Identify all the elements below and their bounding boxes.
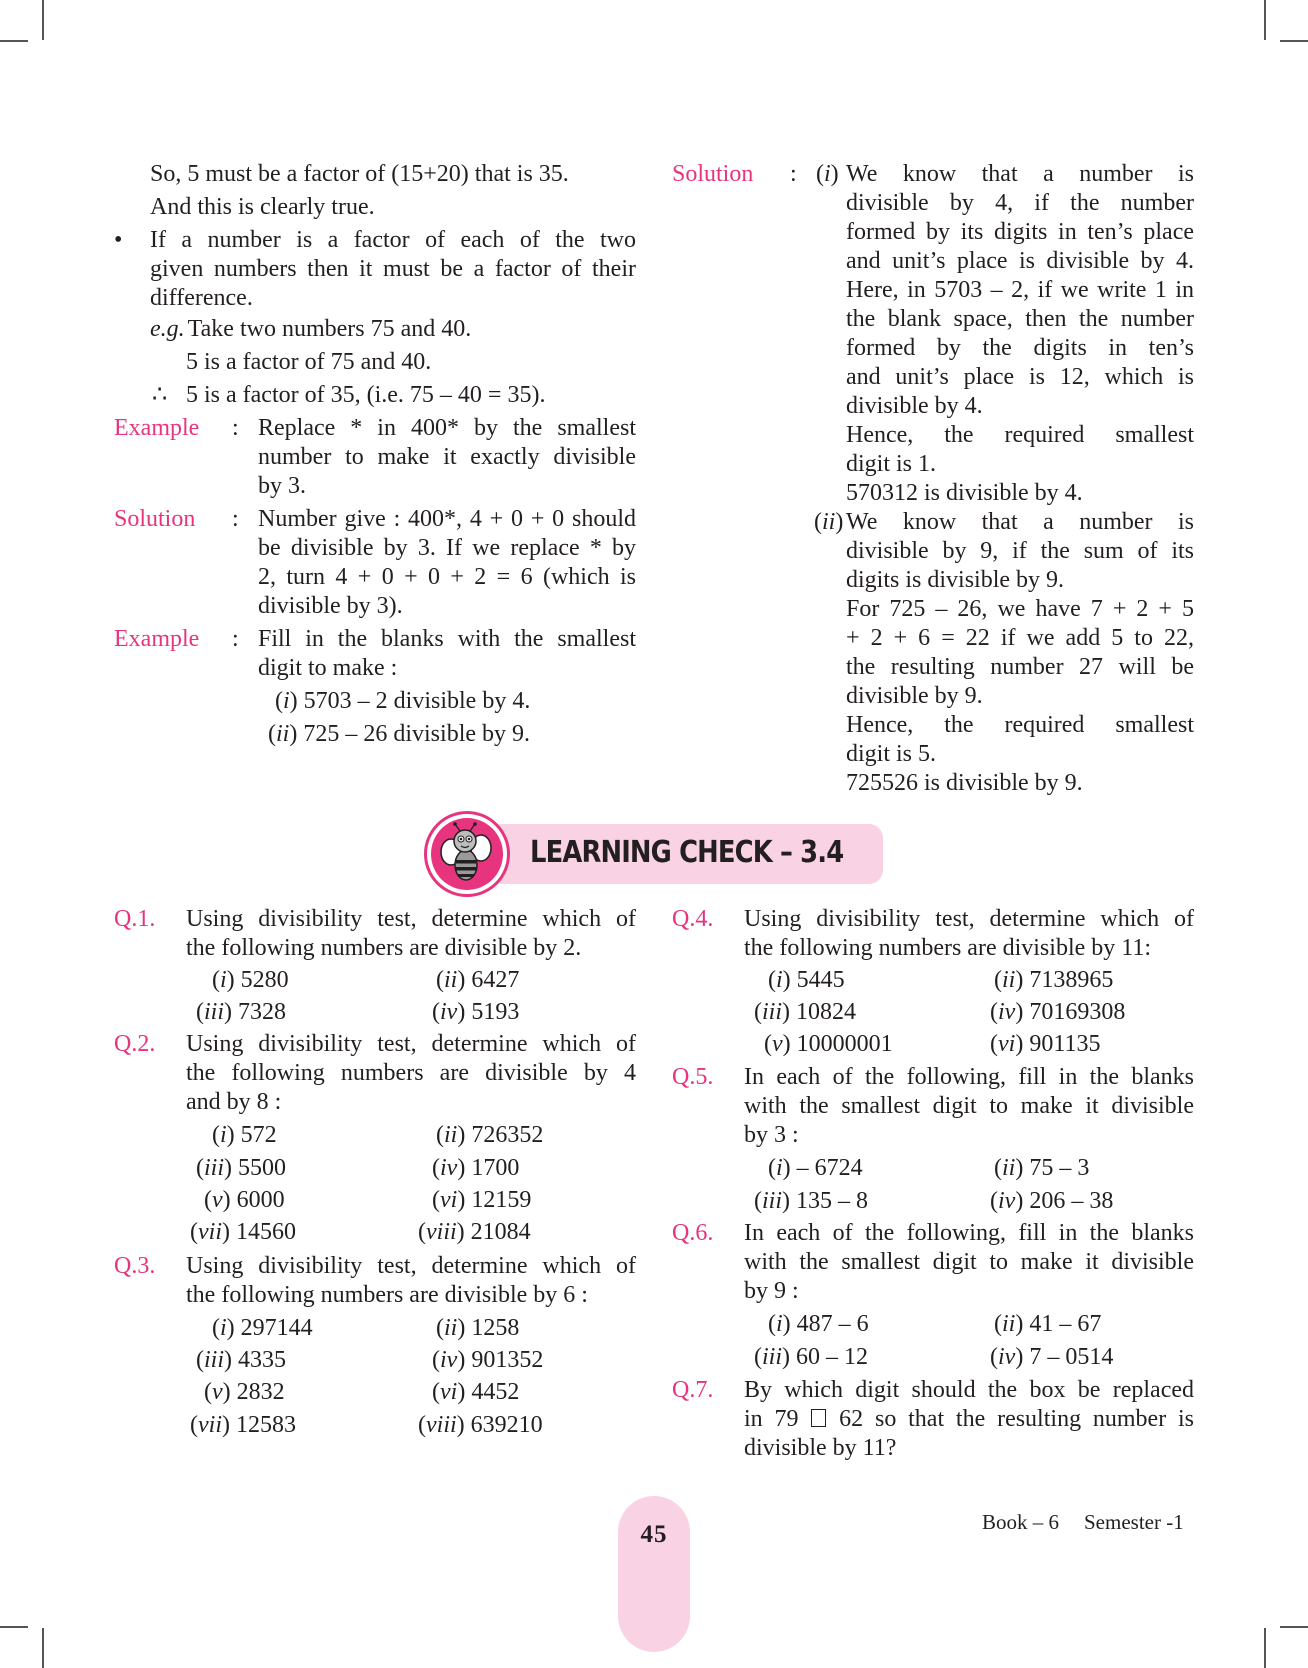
roman-numeral: ii [822, 509, 836, 535]
body-text: 5 is a factor of 75 and 40. [186, 349, 432, 375]
bullet-icon: • [114, 227, 123, 253]
example-text: Fill in the blanks with the smallest [258, 626, 636, 652]
book-label: Book – 6 [982, 1510, 1060, 1534]
solution-text: formed by its digits in ten’s place [846, 219, 1194, 245]
question-text: with the smallest digit to make it divisible [744, 1093, 1194, 1119]
question-text: the following numbers are divisible by 6 : [186, 1282, 588, 1308]
example-text: Replace * in 400* by the smallest [258, 415, 636, 441]
option: (i) 572 [212, 1122, 277, 1148]
option: (vi) 12159 [432, 1187, 532, 1213]
crop-mark [1280, 1626, 1308, 1628]
solution-text: Hence, the required smallest [846, 422, 1194, 448]
crop-mark [42, 0, 44, 40]
solution-text: and unit’s place is divisible by 4. [846, 248, 1194, 274]
option: (v) 6000 [204, 1187, 285, 1213]
question-text: the following numbers are divisible by 2. [186, 935, 582, 961]
solution-text: the blank space, then the number [846, 306, 1194, 332]
question-text: In each of the following, fill in the blanks [744, 1064, 1194, 1090]
answer-box [811, 1409, 826, 1427]
solution-text: divisible by 3). [258, 593, 403, 619]
option: (i) 297144 [212, 1315, 313, 1341]
body-text: given numbers then it must be a factor of their [150, 256, 636, 282]
colon: : [232, 506, 239, 532]
question-label: Q.1. [114, 906, 156, 932]
eg-label: e.g. [150, 316, 185, 342]
solution-text: digits is divisible by 9. [846, 567, 1065, 593]
solution-text: divisible by 4. [846, 393, 983, 419]
solution-text: 725526 is divisible by 9. [846, 770, 1083, 796]
colon: : [232, 626, 239, 652]
eg-text: Take two numbers 75 and 40. [187, 316, 472, 342]
solution-text: We know that a number is [846, 161, 1194, 187]
solution-text: Here, in 5703 – 2, if we write 1 in [846, 277, 1194, 303]
option: (ii) 6427 [436, 967, 520, 993]
solution-label: Solution [114, 506, 196, 532]
question-text: with the smallest digit to make it divisible [744, 1249, 1194, 1275]
solution-text: Hence, the required smallest [846, 712, 1194, 738]
option: (iii) 10824 [754, 999, 857, 1025]
option: (ii) 7138965 [994, 967, 1114, 993]
solution-text: + 2 + 6 = 22 if we add 5 to 22, [846, 625, 1194, 651]
solution-text: digit is 5. [846, 741, 937, 767]
option: (iv) 7 – 0514 [990, 1344, 1114, 1370]
option: (i) 5445 [768, 967, 845, 993]
crop-mark [1264, 1628, 1266, 1668]
solution-text: 570312 is divisible by 4. [846, 480, 1083, 506]
semester-label: Semester -1 [1084, 1510, 1184, 1534]
solution-text: divisible by 9, if the sum of its [846, 538, 1194, 564]
question-text: the following numbers are divisible by 11: [744, 935, 1152, 961]
example-part: (i) 5703 – 2 divisible by 4. [275, 688, 531, 714]
question-text: and by 8 : [186, 1089, 282, 1115]
option: (i) – 6724 [768, 1155, 863, 1181]
question-text: In each of the following, fill in the blanks [744, 1220, 1194, 1246]
option: (viii) 639210 [418, 1412, 543, 1438]
option: (iv) 70169308 [990, 999, 1126, 1025]
learning-check-title: LEARNING CHECK – 3.4 [530, 835, 844, 870]
option: (iv) 1700 [432, 1155, 520, 1181]
crop-mark [1280, 40, 1308, 42]
question-label: Q.4. [672, 906, 714, 932]
colon: : [790, 161, 797, 187]
solution-text: Number give : 400*, 4 + 0 + 0 should [258, 506, 636, 532]
option: (iii) 135 – 8 [754, 1188, 869, 1214]
option: (vii) 12583 [190, 1412, 296, 1438]
question-label: Q.5. [672, 1064, 714, 1090]
solution-text: 2, turn 4 + 0 + 0 + 2 = 6 (which is [258, 564, 636, 590]
question-text: Using divisibility test, determine which of [186, 906, 636, 932]
option: (ii) 75 – 3 [994, 1155, 1090, 1181]
option: (iv) 901352 [432, 1347, 544, 1373]
question-text: in 79 62 so that the resulting number is [744, 1406, 1195, 1432]
solution-text: We know that a number is [846, 509, 1194, 535]
bee-mascot-icon [437, 822, 497, 886]
option: (iii) 4335 [196, 1347, 287, 1373]
option: (ii) 41 – 67 [994, 1311, 1102, 1337]
part-text: 725 – 26 divisible by 9. [303, 721, 531, 747]
option: (i) 487 – 6 [768, 1311, 869, 1337]
solution-text: formed by the digits in ten’s [846, 335, 1194, 361]
example-part: (ii) 725 – 26 divisible by 9. [268, 721, 531, 747]
part-marker: (i) [816, 161, 839, 187]
option: (viii) 21084 [418, 1219, 531, 1245]
option: (iii) 7328 [196, 999, 287, 1025]
question-label: Q.2. [114, 1031, 156, 1057]
option: (v) 10000001 [764, 1031, 893, 1057]
crop-mark [42, 1628, 44, 1668]
body-text: If a number is a factor of each of the two [150, 227, 636, 253]
question-text: Using divisibility test, determine which of [186, 1253, 636, 1279]
question-text: Using divisibility test, determine which of [744, 906, 1194, 932]
roman-numeral: ii [276, 721, 290, 747]
solution-text: the resulting number 27 will be [846, 654, 1194, 680]
colon: : [232, 415, 239, 441]
part-marker: (ii) [814, 509, 844, 535]
body-text: And this is clearly true. [150, 194, 375, 220]
therefore-icon: ∴ [152, 382, 168, 408]
example-label: Example [114, 626, 200, 652]
option: (i) 5280 [212, 967, 289, 993]
question-label: Q.3. [114, 1253, 156, 1279]
option: (vi) 4452 [432, 1379, 520, 1405]
question-text: By which digit should the box be replaced [744, 1377, 1194, 1403]
example-note [150, 315, 471, 344]
solution-text: and unit’s place is 12, which is [846, 364, 1194, 390]
page-number-tab [618, 1496, 690, 1652]
solution-text: divisible by 4, if the number [846, 190, 1194, 216]
option: (vii) 14560 [190, 1219, 296, 1245]
body-text: So, 5 must be a factor of (15+20) that is 35. [150, 161, 569, 187]
example-text: number to make it exactly divisible [258, 444, 636, 470]
question-label: Q.6. [672, 1220, 714, 1246]
body-text: 5 is a factor of 35, (i.e. 75 – 40 = 35). [186, 382, 546, 408]
question-text: divisible by 11? [744, 1435, 897, 1461]
option: (iv) 206 – 38 [990, 1188, 1114, 1214]
question-text: Using divisibility test, determine which of [186, 1031, 636, 1057]
solution-label: Solution [672, 161, 754, 187]
option: (ii) 726352 [436, 1122, 544, 1148]
solution-text: divisible by 9. [846, 683, 983, 709]
roman-numeral: i [824, 161, 831, 187]
option: (iii) 60 – 12 [754, 1344, 869, 1370]
roman-numeral: i [283, 688, 290, 714]
crop-mark [0, 1626, 28, 1628]
question-text: by 3 : [744, 1122, 799, 1148]
solution-text: digit is 1. [846, 451, 937, 477]
example-text: by 3. [258, 473, 306, 499]
question-label: Q.7. [672, 1377, 714, 1403]
question-text: by 9 : [744, 1278, 799, 1304]
part-text: 5703 – 2 divisible by 4. [303, 688, 531, 714]
option: (v) 2832 [204, 1379, 285, 1405]
solution-text: For 725 – 26, we have 7 + 2 + 5 [846, 596, 1194, 622]
body-text: difference. [150, 285, 253, 311]
option: (iv) 5193 [432, 999, 520, 1025]
option: (ii) 1258 [436, 1315, 520, 1341]
page-number: 45 [640, 1521, 668, 1548]
option: (iii) 5500 [196, 1155, 287, 1181]
option: (vi) 901135 [990, 1031, 1101, 1057]
example-text: digit to make : [258, 655, 398, 681]
crop-mark [1264, 0, 1266, 40]
question-text: the following numbers are divisible by 4 [186, 1060, 636, 1086]
example-label: Example [114, 415, 200, 441]
solution-text: be divisible by 3. If we replace * by [258, 535, 636, 561]
crop-mark [0, 40, 28, 42]
